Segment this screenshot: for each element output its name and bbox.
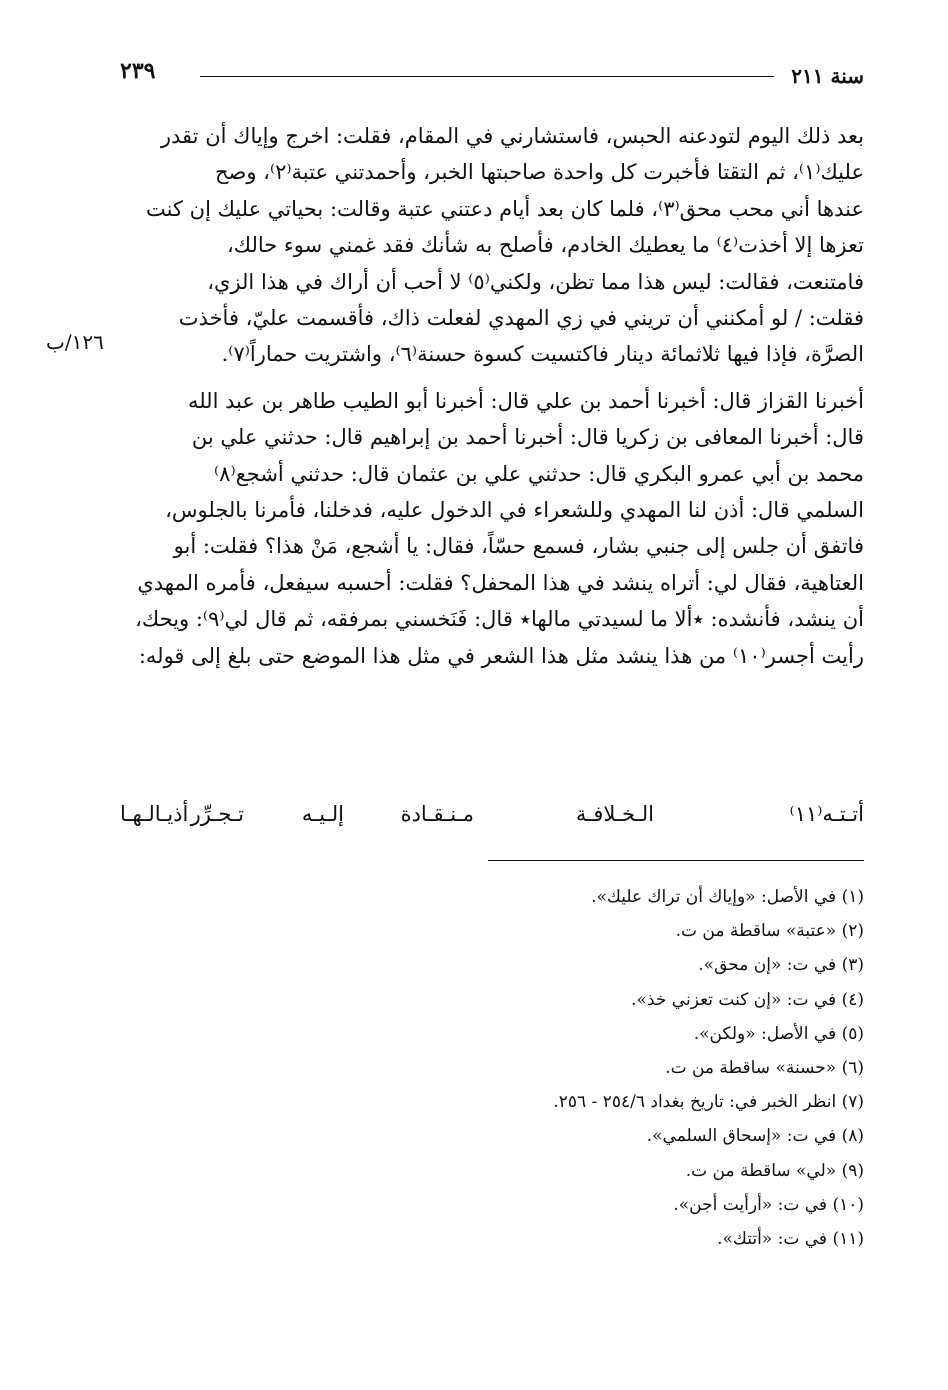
text-line: العتاهية، فقال لي: أتراه ينشد في هذا المحفل؟ فقلت: أحسبه سيفعل، فأمره المهدي (137, 570, 864, 595)
footnote: (٧) انظر الخبر في: تاريخ بغداد ٢٥٤/٦ - ٢٥٦. (553, 1092, 864, 1113)
paragraph-2 (120, 383, 864, 674)
footnotes (400, 880, 864, 1256)
footnote: (١) في الأصل: «وإياك أن تراك عليك». (591, 887, 864, 907)
text-line: قال: أخبرنا المعافى بن زكريا قال: أخبرنا أحمد بن إبراهيم قال: حدثني علي بن (191, 425, 864, 450)
text-line: فامتنعت، فقالت: ليس هذا مما تظن، ولكني⁽٥⁾ لا أحب أن أراك في هذا الزي، (207, 269, 864, 294)
text-line: عندها أني محب محق⁽٣⁾، فلما كان بعد أيام دعتني عتبة وقالت: بحياتي عليك إن كنت (146, 196, 864, 221)
verse-word: إلـيـه (301, 802, 344, 826)
verse-word: أتـتـه⁽١١⁾ (789, 802, 864, 826)
footnote: (٣) في ت: «إن محق». (698, 955, 864, 976)
footnote: (٢) «عتبة» ساقطة من ت. (675, 921, 864, 942)
verse-word: الـخـلافـة (575, 802, 654, 826)
footnote: (٤) في ت: «إن كنت تعزني خذ». (631, 989, 864, 1010)
paragraph-1 (120, 118, 864, 373)
footnote: (١٠) في ت: «أرأيت أجن». (673, 1194, 864, 1215)
text-line: رأيت أجسر⁽١٠⁾ من هذا ينشد مثل هذا الشعر في مثل هذا الموضع حتى بلغ إلى قوله: (138, 643, 864, 668)
verse-word: مـنـقـادة (400, 802, 474, 826)
text-line: أخبرنا القزاز قال: أخبرنا أحمد بن علي قال: أخبرنا أبو الطيب طاهر بن عبد الله (187, 388, 864, 413)
footnote: (١١) في ت: «أتتك». (717, 1229, 864, 1250)
text-line: أن ينشد، فأنشده: ٭ألا ما لسيدتي مالها٭ قال: فَنَخسني بمرفقه، ثم قال لي⁽٩⁾: ويحك، (135, 607, 864, 632)
footnote: (٨) في ت: «إسحاق السلمي». (646, 1126, 864, 1147)
running-header (120, 56, 864, 92)
footnote: (٦) «حسنة» ساقطة من ت. (665, 1058, 864, 1079)
footnote-separator (488, 860, 864, 861)
text-line: السلمي قال: أذن لنا المهدي وللشعراء في الدخول عليه، فدخلنا، فأمرنا بالجلوس، (165, 498, 864, 523)
verse-word: أذيـالـهـا (120, 802, 189, 826)
main-text (120, 118, 864, 674)
text-line: عليك⁽١⁾، ثم التقتا فأخبرت كل واحدة صاحبتها الخبر، وأحمدتني عتبة⁽٢⁾، وصح (214, 160, 864, 185)
header-year: سنة ٢١١ (791, 64, 864, 88)
footnote: (٥) في الأصل: «ولكن». (693, 1023, 864, 1044)
text-line: فاتفق أن جلس إلى جنبي بشار، فسمع حسّاً، فقال: يا أشجع، مَنْ هذا؟ فقلت: أبو (173, 534, 864, 559)
verse-word: تـجـرِّر (190, 802, 244, 826)
margin-folio-note: ١٢٦/ب (46, 330, 104, 354)
text-line: فقلت: / لو أمكنني أن تريني في زي المهدي لفعلت ذاك، فأقسمت عليّ، فأخذت (178, 306, 864, 331)
text-line: بعد ذلك اليوم لتودعنه الحبس، فاستشارني في المقام، فقلت: اخرج وإياك أن تقدر (160, 124, 864, 148)
header-rule (200, 76, 774, 77)
text-line: الصرَّة، فإذا فيها ثلاثمائة دينار فاكتسيت كسوة حسنة⁽٦⁾، واشتريت حماراً⁽٧⁾. (221, 342, 864, 367)
footnote: (٩) «لي» ساقطة من ت. (685, 1160, 864, 1181)
page-number: ٢٣٩ (120, 58, 156, 84)
text-line: محمد بن أبي عمرو البكري قال: حدثني علي بن عثمان قال: حدثني أشجع⁽٨⁾ (213, 461, 864, 486)
text-line: تعزها إلا أخذت⁽٤⁾ ما يعطيك الخادم، فأصلح به شأنك فقد غمني سوء حالك، (226, 233, 864, 258)
